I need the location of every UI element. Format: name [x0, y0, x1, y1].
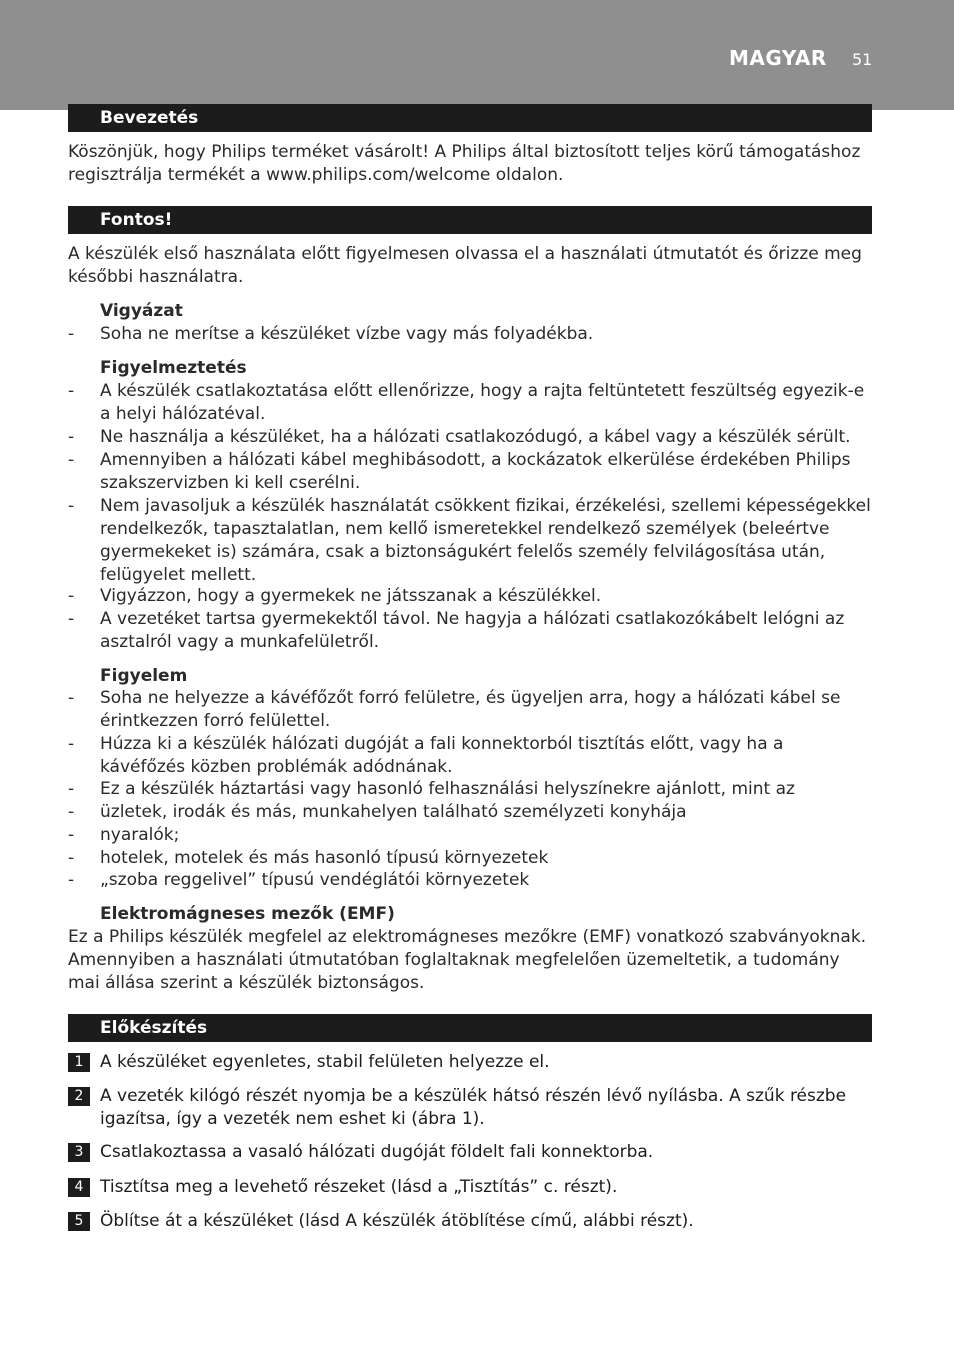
step-1: 1 A készüléket egyenletes, stabil felületen helyezze el.	[68, 1051, 872, 1074]
step-number: 5	[68, 1212, 90, 1231]
step-number: 3	[68, 1143, 90, 1162]
list-item: - A vezetéket tartsa gyermekektől távol. Ne hagyja a hálózati csatlakozókábelt lelógni az asztalról vagy a munkafelületről.	[68, 609, 845, 652]
list-item: - Húzza ki a készülék hálózati dugóját a fali konnektorból tisztítás előtt, vagy ha a kávéfőzés közben problémák adódnának.	[68, 734, 784, 777]
list-item: - Amennyiben a hálózati kábel meghibásodott, a kockázatok elkerülése érdekében Philips szakszervizben ki kell cserélni.	[68, 450, 851, 493]
step-number: 4	[68, 1178, 90, 1197]
list-item: - Vigyázzon, hogy a gyermekek ne játsszanak a készülékkel.	[68, 586, 602, 606]
language-label: MAGYAR	[729, 46, 827, 70]
list-item: - Soha ne merítse a készüléket vízbe vagy más folyadékba.	[68, 324, 594, 344]
page-number: 51	[852, 50, 873, 69]
list-item: - Nem javasoljuk a készülék használatát csökkent fizikai, érzékelési, szellemi képességekkel rendelkezők, tapasztalatlan, nem kellő ismeretekkel rendelkező személyek (beleértve gyermekeket is) számára, csak a biztonságukért felelős személy felvilágosítása után, felügyelet mellett.	[68, 496, 871, 585]
list-item: - Ne használja a készüléket, ha a hálózati csatlakozódugó, a kábel vagy a készülék sérült.	[68, 427, 851, 447]
list-item: - „szoba reggelivel” típusú vendéglátói környezetek	[68, 870, 530, 890]
step-number: 1	[68, 1053, 90, 1072]
section-title: Előkészítés	[100, 1018, 208, 1038]
section-title: Fontos!	[100, 210, 173, 230]
list-item: - hotelek, motelek és más hasonló típusú környezetek	[68, 848, 549, 868]
section-title: Bevezetés	[100, 108, 199, 128]
important-text: A készülék első használata előtt figyelmesen olvassa el a használati útmutatót és őrizze meg későbbi használatra.	[68, 244, 862, 287]
list-item: - üzletek, irodák és más, munkahelyen található személyzeti konyhája	[68, 802, 687, 822]
step-2: 2 A vezeték kilógó részét nyomja be a készülék hátsó részén lévő nyílásba. A szűk részbe igazítsa, így a vezeték nem eshet ki (ábra 1).	[68, 1085, 872, 1131]
emf-text: Ez a Philips készülék megfelel az elektromágneses mezőkre (EMF) vonatkozó szabványoknak. Amennyiben a használati útmutatóban foglaltaknak megfelelően üzemeltetik, a tudomány mai állása szerint a készülék biztonságos.	[68, 927, 867, 993]
section-header-preparation	[68, 1014, 872, 1042]
list-item: - Soha ne helyezze a kávéfőzőt forró felületre, és ügyeljen arra, hogy a hálózati kábel se érintkezzen forró felülettel.	[68, 688, 841, 731]
list-item: - A készülék csatlakoztatása előtt ellenőrizze, hogy a rajta feltüntetett feszültség egyezik-e a helyi hálózatéval.	[68, 381, 865, 424]
step-number: 2	[68, 1087, 90, 1106]
list-item: - nyaralók;	[68, 825, 180, 845]
intro-text: Köszönjük, hogy Philips terméket vásárolt! A Philips által biztosított teljes körű támogatáshoz regisztrálja termékét a www.philips.com/welcome oldalon.	[68, 142, 861, 185]
step-4: 4 Tisztítsa meg a levehető részeket (lásd a „Tisztítás” c. részt).	[68, 1176, 872, 1199]
caution-heading: Figyelem	[100, 666, 188, 686]
danger-heading: Vigyázat	[100, 301, 183, 321]
step-5: 5 Öblítse át a készüléket (lásd A készülék átöblítése című, alábbi részt).	[68, 1210, 872, 1233]
warning-heading: Figyelmeztetés	[100, 358, 247, 378]
step-3: 3 Csatlakoztassa a vasaló hálózati dugóját földelt fali konnektorba.	[68, 1141, 872, 1164]
section-header-intro	[68, 104, 872, 132]
list-item: - Ez a készülék háztartási vagy hasonló felhasználási helyszínekre ajánlott, mint az	[68, 779, 795, 799]
section-header-important	[68, 206, 872, 234]
emf-heading: Elektromágneses mezők (EMF)	[100, 904, 395, 924]
